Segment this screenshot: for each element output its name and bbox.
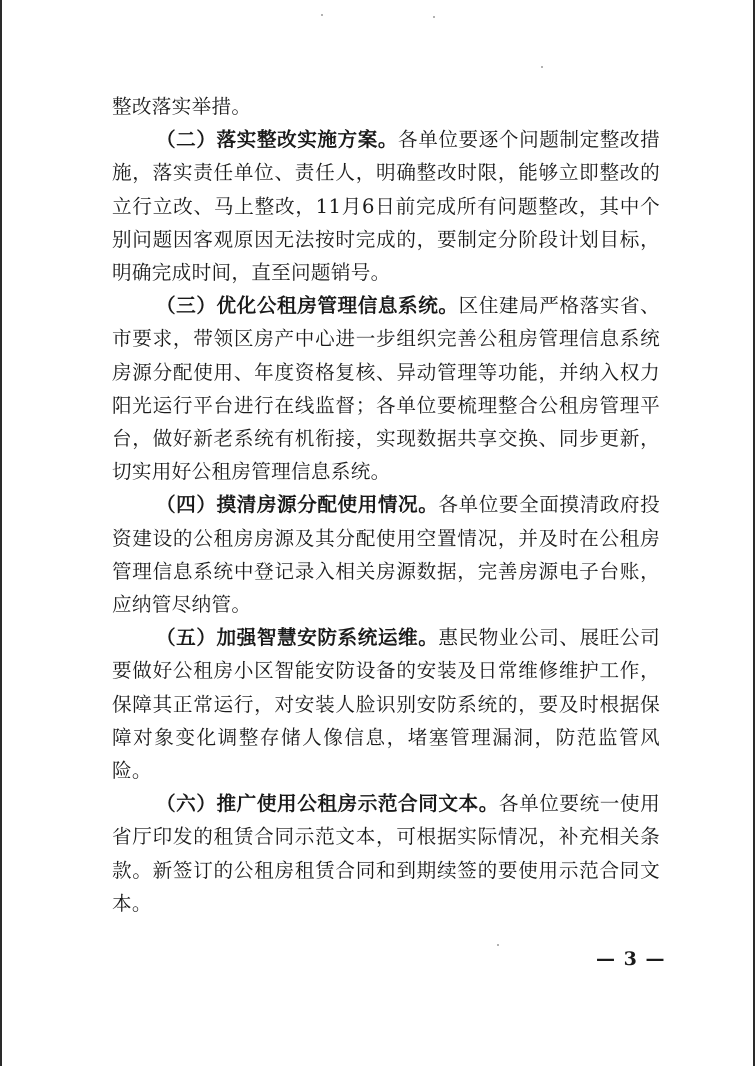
- paragraph-text: 各单位要逐个问题制定整改措施，落实责任单位、责任人，明确整改时限，能够立即整改的立行立改、马上整改，11月6日前完成所有问题整改，其中个别问题因客观原因无法按时完成的，要制定分阶段计划目标，明确完成时间，直至问题销号。: [112, 128, 660, 285]
- section-heading: （三）优化公租房管理信息系统。: [156, 294, 459, 318]
- section-heading: （四）摸清房源分配使用情况。: [156, 493, 439, 517]
- paragraph-text: 各单位要全面摸清政府投资建设的公租房房源及其分配使用空置情况，并及时在公租房管理信息系统中登记录入相关房源数据，完善房源电子台账，应纳管尽纳管。: [112, 493, 660, 617]
- scan-speck: [497, 944, 499, 946]
- paragraph-text: 惠民物业公司、展旺公司要做好公租房小区智能安防设备的安装及日常维修维护工作，保障其正常运行，对安装人脸识别安防系统的，要及时根据保障对象变化调整存储人像信息，堵塞管理漏洞，防范监管风险。: [112, 626, 660, 783]
- scan-speck: [541, 66, 543, 68]
- section-heading: （二）落实整改实施方案。: [156, 128, 399, 152]
- section-heading: （五）加强智慧安防系统运维。: [156, 626, 439, 650]
- page-number: — 3 —: [596, 948, 666, 970]
- scan-speck: [433, 16, 435, 18]
- section-heading: （六）推广使用公租房示范合同文本。: [156, 792, 499, 816]
- scan-edge-left: [0, 0, 2, 1066]
- paragraph-section-6: [112, 787, 660, 920]
- document-body: [112, 90, 660, 920]
- paragraph-text: 整改落实举措。: [112, 95, 252, 118]
- paragraph-text: 各单位要统一使用省厅印发的租赁合同示范文本，可根据实际情况，补充相关条款。新签订的公租房租赁合同和到期续签的要使用示范合同文本。: [112, 792, 660, 915]
- paragraph-section-3: [112, 289, 660, 488]
- paragraph-section-4: [112, 488, 660, 621]
- scan-speck: [321, 14, 323, 16]
- paragraph-text: 区住建局严格落实省、市要求，带领区房产中心进一步组织完善公租房管理信息系统房源分配使用、年度资格复核、异动管理等功能，并纳入权力阳光运行平台进行在线监督；各单位要梳理整合公租房管理平台，做好新老系统有机衔接，实现数据共享交换、同步更新，切实用好公租房管理信息系统。: [112, 294, 661, 484]
- paragraph-continuation: [112, 90, 660, 123]
- paragraph-section-5: [112, 621, 660, 787]
- paragraph-section-2: [112, 123, 660, 289]
